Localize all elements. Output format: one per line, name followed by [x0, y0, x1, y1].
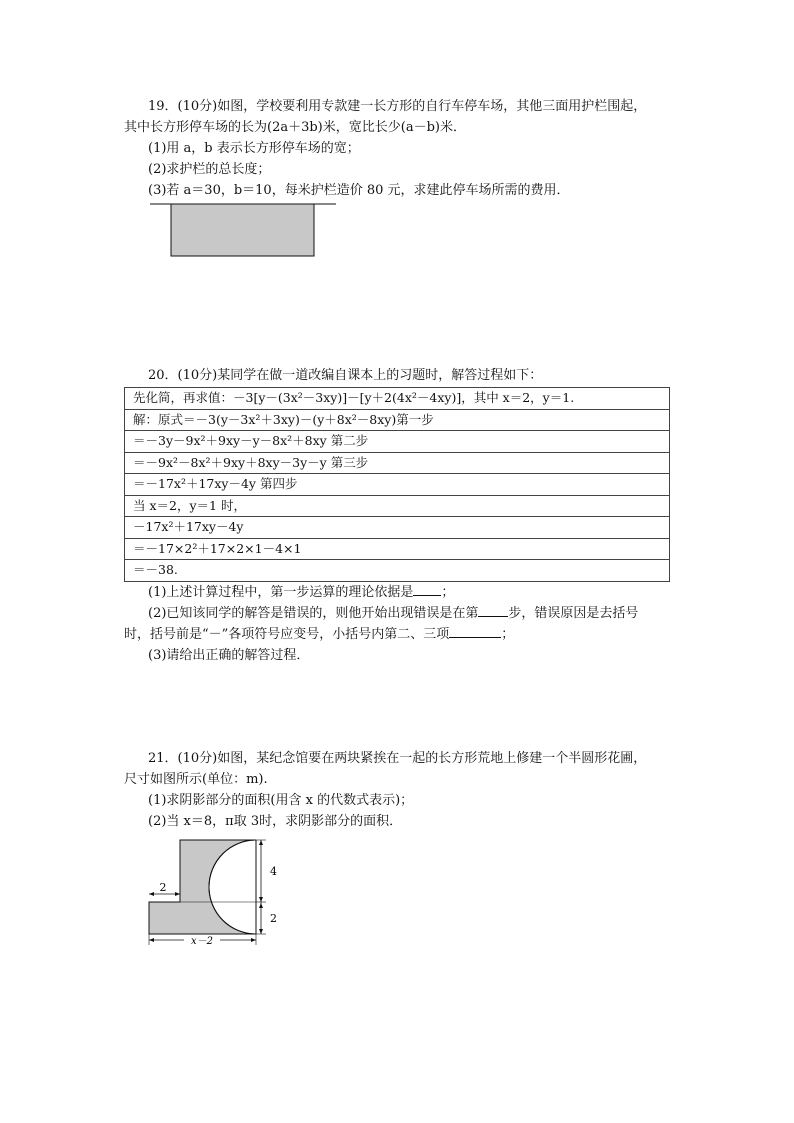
parking-lot-rect: [171, 204, 314, 256]
arrow-head: [149, 892, 154, 896]
q20-stem: 20．(10分)某同学在做一道改编自课本上的习题时，解答过程如下：: [148, 368, 543, 383]
table-row: [125, 474, 670, 496]
q21-stem-line1: 21．(10分)如图，某纪念馆要在两块紧挨在一起的长方形荒地上修建一个半圆形花圃，: [148, 751, 647, 766]
table-cell: 先化简，再求值：－3[y－(3x²－3xy)]－[y＋2(4x²－4xy)]，其中 x＝2，y＝1.: [125, 388, 670, 410]
arrow-head: [149, 938, 154, 942]
dim-label-bottom: x－2: [190, 936, 214, 947]
table-row: [125, 409, 670, 431]
q21-part2: (2)当 x＝8，π取 3时，求阴影部分的面积．: [148, 814, 403, 829]
answer-blank: [478, 604, 508, 617]
table-cell: ＝－38.: [125, 560, 670, 582]
q20-part2-end: ；: [501, 627, 515, 642]
q19-part1: (1)用 a，b 表示长方形停车场的宽；: [148, 141, 360, 156]
q19-part2: (2)求护栏的总长度；: [148, 162, 271, 177]
q19-stem-line2: 其中长方形停车场的长为(2a＋3b)米，宽比长少(a－b)米．: [124, 120, 466, 135]
q21-stem-line2: 尺寸如图所示(单位：m).: [124, 772, 268, 787]
table-cell: －17x²＋17xy－4y: [125, 517, 670, 539]
q20-part2-text-c: 时，括号前是“－”各项符号应变号，小括号内第二、三项: [124, 627, 450, 642]
table-row: [125, 431, 670, 453]
arrow-head: [259, 929, 263, 934]
arrow-head: [251, 938, 256, 942]
q19-stem-line1: 19．(10分)如图，学校要利用专款建一长方形的自行车停车场，其他三面用护栏围起，: [148, 99, 647, 114]
arrow-head: [259, 903, 263, 908]
table-row: [125, 517, 670, 539]
arrow-head: [175, 892, 180, 896]
q19-part3: (3)若 a＝30，b＝10，每米护栏造价 80 元，求建此停车场所需的费用．: [148, 183, 570, 198]
table-row: [125, 452, 670, 474]
q20-part1-text: (1)上述计算过程中，第一步运算的理论依据是: [148, 585, 414, 600]
q20-part2-text-a: (2)已知该同学的解答是错误的，则他开始出现错误是在第: [148, 606, 479, 621]
dim-label-right-bottom: 2: [270, 912, 277, 925]
q21-part1: (1)求阴影部分的面积(用含 x 的代数式表示)；: [148, 793, 414, 808]
table-cell: ＝－17×2²＋17×2×1－4×1: [125, 538, 670, 560]
q19-figure: [140, 200, 350, 262]
table-cell: ＝－17x²＋17xy－4y 第四步: [125, 474, 670, 496]
q20-part1-end: ；: [441, 585, 455, 600]
table-row: [125, 560, 670, 582]
q20-part3: (3)请给出正确的解答过程．: [148, 648, 310, 663]
arrow-head: [259, 840, 263, 845]
answer-blank: [449, 625, 501, 638]
table-row: [125, 495, 670, 517]
q20-part2-line2: [124, 625, 514, 644]
q20-part2-text-b: 步，错误原因是去括号: [508, 606, 639, 621]
q20-part1: [148, 583, 454, 602]
q20-solution-table: [124, 387, 670, 582]
q20-part2-line1: [148, 604, 638, 623]
table-row: [125, 388, 670, 410]
dim-label-left: 2: [159, 881, 167, 894]
arrow-head: [259, 897, 263, 902]
table-cell: 当 x＝2，y＝1 时，: [125, 495, 670, 517]
table-cell: ＝－9x²－8x²＋9xy＋8xy－3y－y 第三步: [125, 452, 670, 474]
table-row: [125, 538, 670, 560]
q21-figure: [140, 832, 280, 952]
table-cell: ＝－3y－9x²＋9xy－y－8x²＋8xy 第二步: [125, 431, 670, 453]
table-cell: 解：原式＝－3(y－3x²＋3xy)－(y＋8x²－8xy)第一步: [125, 409, 670, 431]
dim-label-right-top: 4: [270, 865, 277, 878]
answer-blank: [413, 583, 441, 596]
